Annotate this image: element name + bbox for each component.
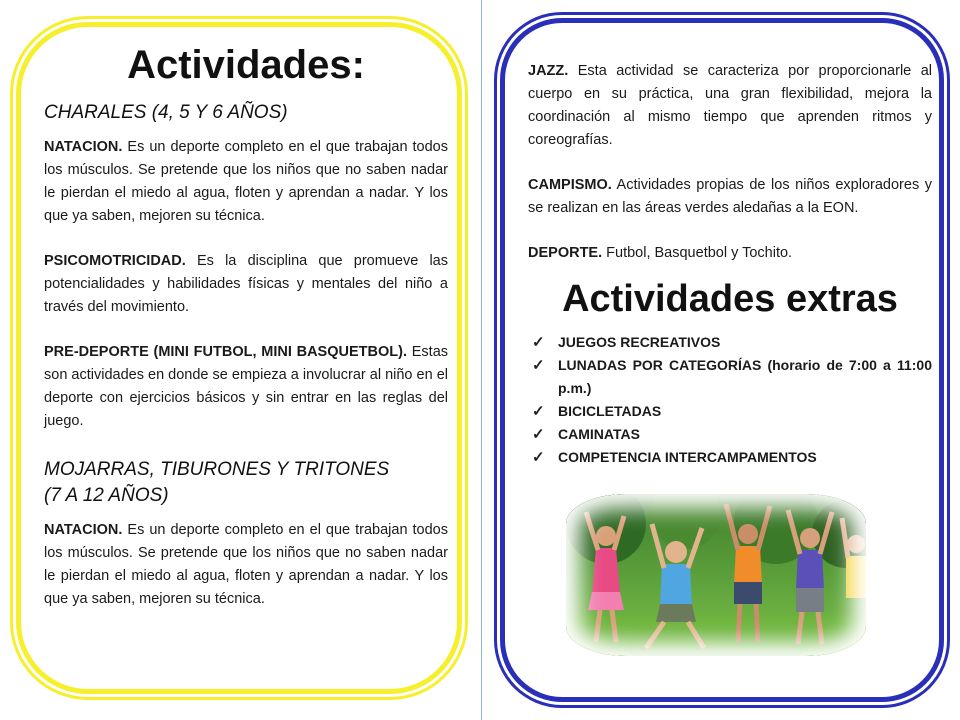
check-icon: ✓: [532, 334, 545, 351]
campismo-text: Actividades propias de los niños exploradores y se realizan en las áreas verdes aledañas a la EON.: [528, 177, 932, 216]
predeporte-label: PRE-DEPORTE (MINI FUTBOL, MINI BASQUETBOL).: [44, 344, 407, 360]
jazz-text: Esta actividad se caracteriza por proporcionarle al cuerpo en su práctica, una gran flexibilidad, mejora la coordinación al mismo tiempo que aprenden ritmos y coreografías.: [528, 63, 932, 148]
check-icon: ✓: [532, 357, 545, 374]
center-divider: [481, 0, 482, 720]
natacion-text-2: Es un deporte completo en el que trabajan todos los músculos. Se pretende que los niños que no saben nadar le pierdan el miedo al agua, floten y aprendan a nadar. Y los que ya saben, mejoren su técnica.: [44, 522, 448, 607]
psicomotricidad-label: PSICOMOTRICIDAD.: [44, 253, 186, 269]
extras-title: Actividades extras: [562, 278, 898, 320]
deporte-text: Futbol, Basquetbol y Tochito.: [602, 245, 793, 261]
deporte-label: DEPORTE.: [528, 245, 603, 261]
extras-list: [528, 331, 932, 469]
psicomotricidad-paragraph: [44, 250, 448, 319]
mojarras-heading-line2: (7 A 12 AÑOS): [44, 485, 169, 506]
list-item: ✓ BICICLETADAS: [528, 400, 932, 423]
natacion-paragraph-2: [44, 519, 448, 611]
check-icon: ✓: [532, 426, 545, 443]
check-icon: ✓: [532, 449, 545, 466]
natacion-paragraph-1: [44, 136, 448, 228]
check-icon: ✓: [532, 403, 545, 420]
natacion-label-2: NATACION.: [44, 522, 123, 538]
right-panel-content: [528, 60, 932, 469]
list-item: ✓ COMPETENCIA INTERCAMPAMENTOS: [528, 446, 932, 469]
campismo-paragraph: [528, 174, 932, 220]
list-item: ✓ LUNADAS POR CATEGORÍAS (horario de 7:00 a 11:00 p.m.): [528, 354, 932, 400]
predeporte-text: Estas son actividades en donde se empieza a involucrar al niño en el deporte con ejercicios básicos y sin entrar en las reglas del juego.: [44, 344, 449, 429]
charales-heading: CHARALES (4, 5 Y 6 AÑOS): [44, 102, 288, 123]
campismo-label: CAMPISMO.: [528, 177, 612, 193]
predeporte-paragraph: [44, 341, 448, 433]
activities-title: Actividades:: [127, 43, 365, 87]
deporte-paragraph: [528, 242, 932, 265]
jazz-paragraph: [528, 60, 932, 152]
psicomotricidad-text: Es la disciplina que promueve las potencialidades y habilidades físicas y mentales del niño a través del movimiento.: [44, 253, 448, 315]
natacion-text-1: Es un deporte completo en el que trabajan todos los músculos. Se pretende que los niños que no saben nadar le pierdan el miedo al agua, floten y aprendan a nadar. Y los que ya saben, mejoren su técnica.: [44, 139, 448, 224]
list-item: ✓ JUEGOS RECREATIVOS: [528, 331, 932, 354]
left-panel-content: [44, 40, 448, 611]
children-playing-photo: [566, 494, 866, 656]
natacion-label-1: NATACION.: [44, 139, 123, 155]
jazz-label: JAZZ.: [528, 63, 569, 79]
mojarras-heading-line1: MOJARRAS, TIBURONES Y TRITONES: [44, 459, 390, 480]
list-item: ✓ CAMINATAS: [528, 423, 932, 446]
